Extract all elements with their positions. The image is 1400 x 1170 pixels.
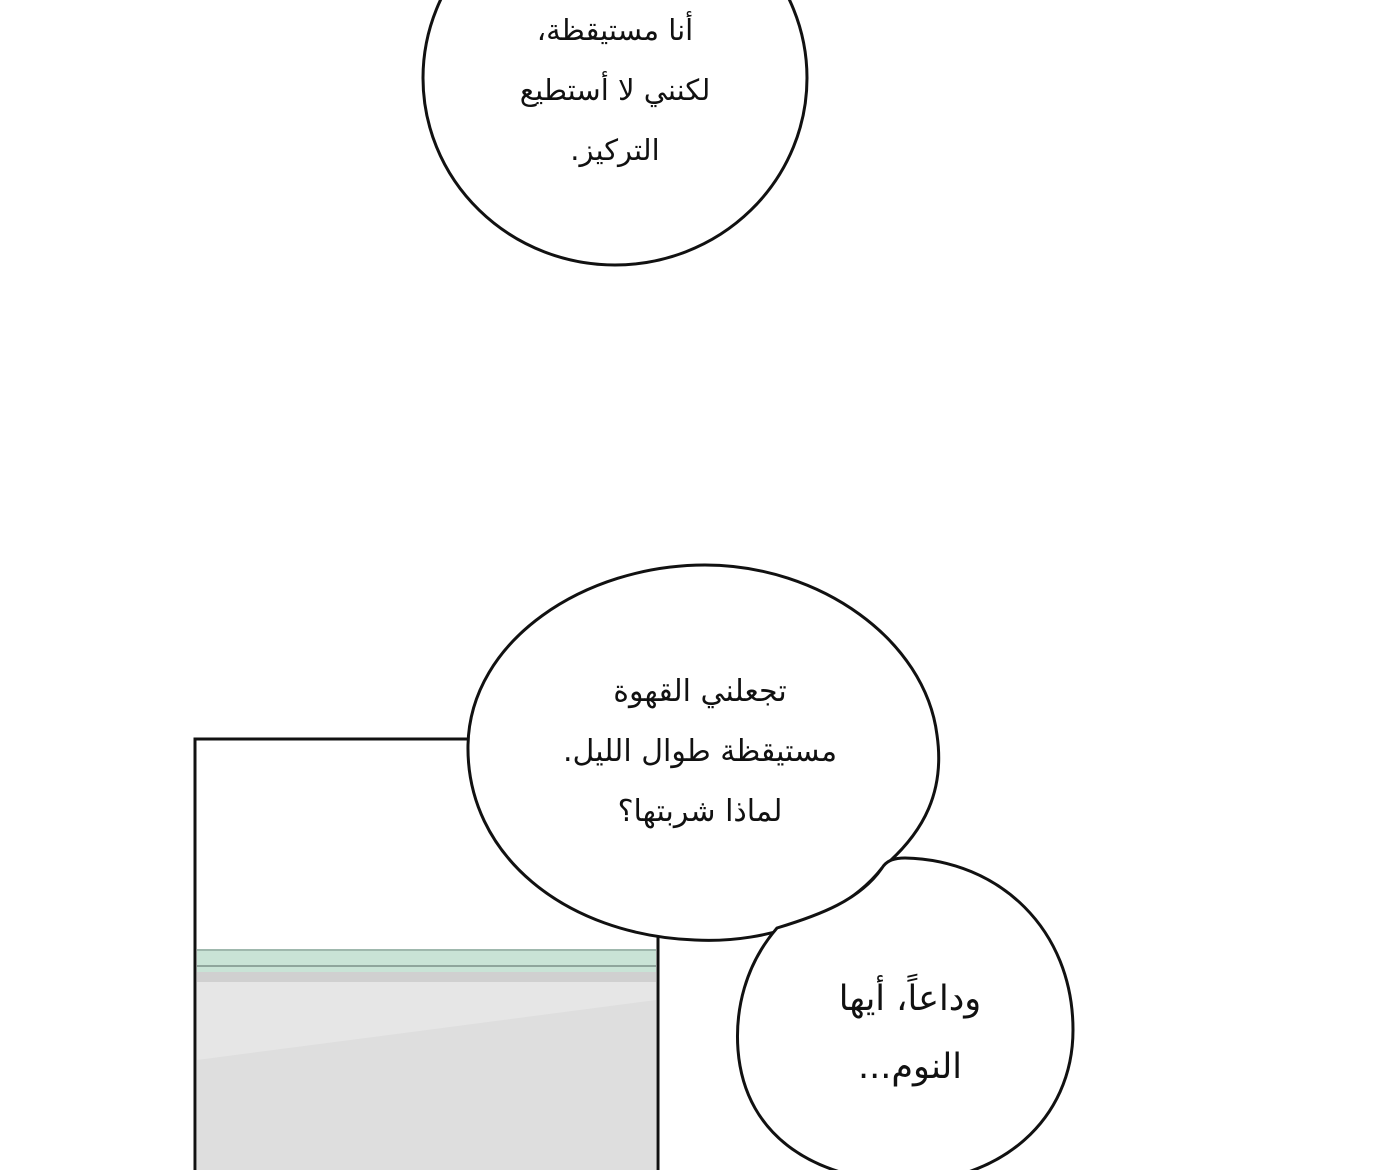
floor-strip [197,950,656,972]
speech-bubble-2-text [500,662,900,842]
bubble-2-line-3: لماذا شربتها؟ [617,794,783,829]
bubble-2-line-2: مستيقظة طوال الليل. [562,734,838,769]
bubble-1-line-2: لكنني لا أستطيع [519,73,711,107]
speech-bubble-1-text [440,0,790,180]
bubble-1-line-3: التركيز. [570,133,660,167]
bubble-3-line-1: وداعاً، أيها [838,979,982,1019]
bubble-2-line-1: تجعلني القهوة [613,674,787,709]
bubble-3-line-2: النوم... [857,1047,963,1087]
bubble-1-line-1: أنا مستيقظة، [536,13,694,47]
speech-bubble-3-text [760,965,1060,1101]
floor-edge [197,972,656,982]
